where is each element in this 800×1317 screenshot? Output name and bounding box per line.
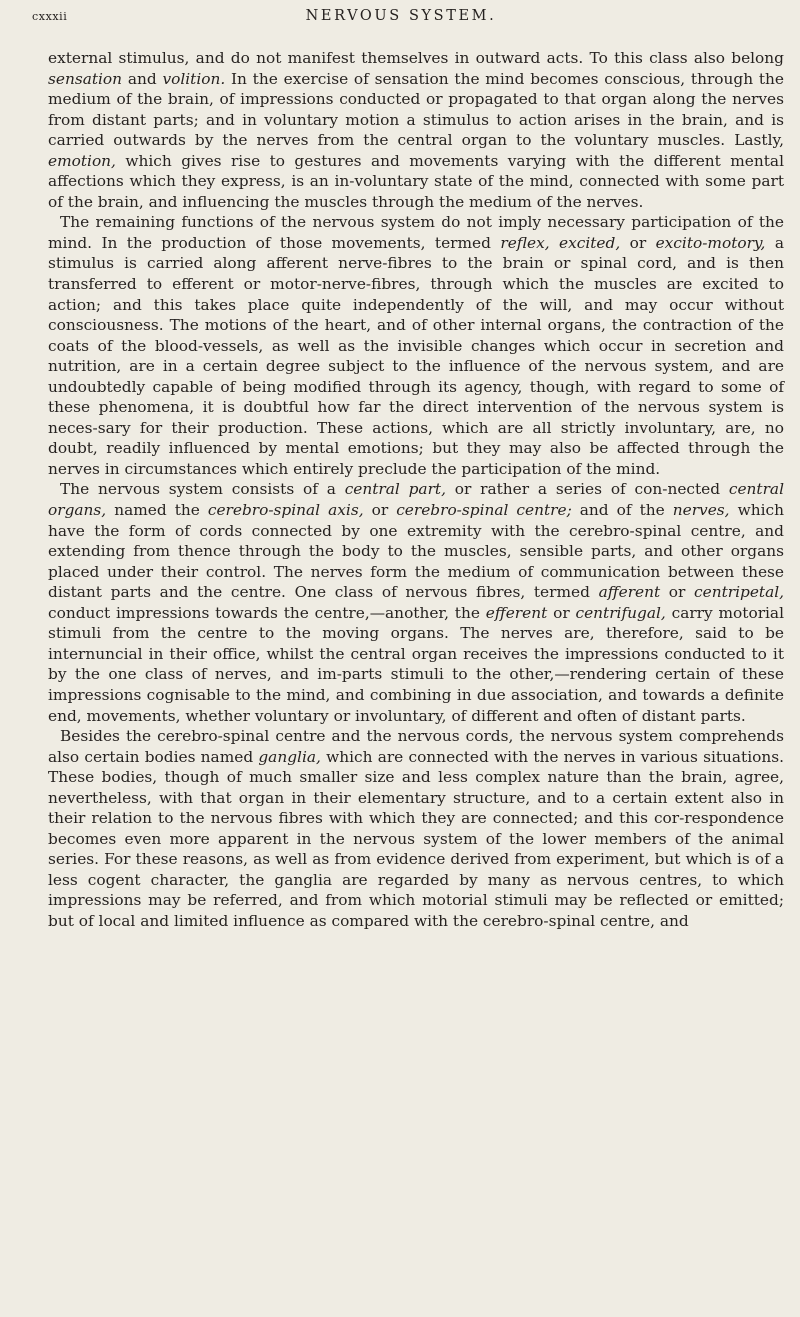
body-text bbox=[48, 48, 784, 932]
italic-term: nerves, bbox=[672, 501, 730, 520]
text-run: Besides the cerebro-spinal centre and the nervous cords, the nervous system comprehends also certain bodies named bbox=[48, 727, 784, 766]
italic-term: centripetal, bbox=[694, 583, 785, 602]
text-run: The nervous system consists of a bbox=[60, 480, 345, 499]
text-run: or bbox=[660, 583, 695, 602]
page-number: cxxxii bbox=[32, 10, 68, 23]
text-run: which have the form of cords connected by one extremity with the cerebro-spinal centre, and extending from thence through the body to the muscles, sensible parts, and other organs placed under their control. The nerves form the medium of communication between these distant parts and the centre. One class of nervous fibres, termed bbox=[48, 501, 784, 602]
italic-term: efferent bbox=[485, 603, 548, 622]
italic-term: emotion, bbox=[48, 151, 116, 170]
text-run: which are connected with the nerves in various situations. These bodies, though of much smaller size and less complex nature than the brain, agree, nevertheless, with that organ in their elementary structure, and to a certain extent also in their relation to the nervous fibres with which they are connected; and this cor-respondence becomes even more apparent in the nervous system of the lower members of the animal series. For these reasons, as well as from evidence derived from experiment, but which is of a less cogent character, the ganglia are regarded by many as nervous centres, to which impressions may be referred, and from which motorial stimuli may be reflected or emitted; but of local and limited influence as compared with the cerebro-spinal centre, and bbox=[48, 747, 784, 930]
italic-term: centrifugal, bbox=[575, 603, 666, 622]
text-run: or rather a series of con-nected bbox=[445, 480, 729, 499]
paragraph-2 bbox=[48, 212, 784, 479]
text-run: In the exercise of sensation the mind becomes conscious, through the medium of the brain, of impressions conducted or propagated to that organ along the nerves from distant parts; and in voluntary motion a stimulus to action arises in the brain, and is carried outwards by the nerves from the central organ to the voluntary muscles. Lastly, bbox=[48, 69, 785, 150]
text-run: or bbox=[363, 501, 397, 520]
page-header bbox=[30, 6, 772, 36]
italic-term: reflex, excited, bbox=[500, 233, 621, 252]
italic-term: central part, bbox=[344, 480, 446, 499]
text-run: which gives rise to gestures and movements varying with the different mental affections which they express, is an in-voluntary state of the mind, connected with some part of the brain, and influencing the muscles through the medium of the nerves. bbox=[48, 151, 784, 211]
italic-term: volition. bbox=[162, 69, 226, 88]
running-title: NERVOUS SYSTEM. bbox=[305, 8, 497, 24]
text-run: and of the bbox=[571, 501, 673, 520]
text-run: named the bbox=[106, 501, 208, 520]
italic-term: sensation bbox=[48, 69, 123, 88]
text-run: and bbox=[122, 69, 163, 88]
text-run: or bbox=[547, 603, 576, 622]
italic-term: excito-motory, bbox=[655, 233, 766, 252]
paragraph-1 bbox=[48, 48, 784, 212]
italic-term: cerebro-spinal centre; bbox=[396, 501, 572, 520]
paragraph-4 bbox=[48, 726, 784, 931]
paragraph-3 bbox=[48, 479, 784, 726]
italic-term: ganglia, bbox=[258, 747, 321, 766]
italic-term: afferent bbox=[598, 583, 661, 602]
text-run: conduct impressions towards the centre,—another, the bbox=[48, 603, 486, 622]
italic-term: central organs, bbox=[48, 480, 784, 520]
text-run: The remaining functions of the nervous system do not imply necessary participation of the mind. In the production of those movements, termed bbox=[48, 213, 784, 252]
italic-term: cerebro-spinal axis, bbox=[207, 501, 364, 520]
text-run: a stimulus is carried along afferent nerve-fibres to the brain or spinal cord, and is then transferred to efferent or motor-nerve-fibres, through which the muscles are excited to action; and this takes place quite independently of the will, and may occur without consciousness. The motions of the heart, and of other internal organs, the contraction of the coats of the blood-vessels, as well as the invisible changes which occur in secretion and nutrition, are in a certain degree subject to the influence of the nervous system, and are undoubtedly capable of being modified through its agency, though, with regard to some of these phenomena, it is doubtful how far the direct intervention of the nervous system is neces-sary for their production. These actions, which are all strictly involuntary, are, no doubt, readily influenced by mental emotions; but they may also be affected through the nerves in circumstances which entirely preclude the participation of the mind. bbox=[48, 233, 784, 478]
text-run: external stimulus, and do not manifest themselves in outward acts. To this class also belong bbox=[48, 49, 784, 67]
text-run: or bbox=[620, 233, 656, 252]
text-run: carry motorial stimuli from the centre to the moving organs. The nerves are, therefore, said to be internuncial in their office, whilst the central organ receives the impressions conducted to it by the one class of nerves, and im-parts stimuli to the other,—rendering certain of these impressions cognisable to the mind, and combining in due association, and towards a definite end, movements, whether voluntary or involuntary, of different and often of distant parts. bbox=[48, 603, 784, 725]
